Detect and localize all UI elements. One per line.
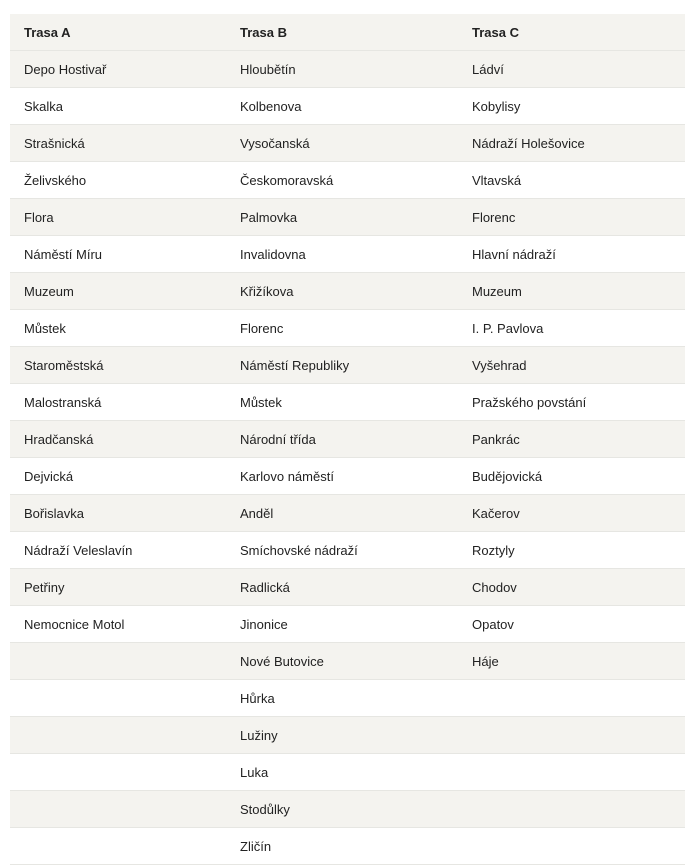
trasa-c-station: Háje	[458, 643, 685, 680]
trasa-a-station: Náměstí Míru	[10, 236, 226, 273]
trasa-a-station	[10, 754, 226, 791]
trasa-c-station: Ládví	[458, 51, 685, 88]
column-header-trasa-c: Trasa C	[458, 14, 685, 51]
trasa-a-station: Skalka	[10, 88, 226, 125]
trasa-a-station	[10, 828, 226, 865]
trasa-c-station: Vltavská	[458, 162, 685, 199]
trasa-c-station: Hlavní nádraží	[458, 236, 685, 273]
table-row	[10, 606, 685, 643]
table-row	[10, 791, 685, 828]
table-row	[10, 199, 685, 236]
trasa-b-station: Florenc	[226, 310, 458, 347]
trasa-a-station	[10, 717, 226, 754]
trasa-a-station: Nádraží Veleslavín	[10, 532, 226, 569]
trasa-a-station	[10, 791, 226, 828]
column-header-trasa-a: Trasa A	[10, 14, 226, 51]
trasa-c-station: Kačerov	[458, 495, 685, 532]
trasa-b-station: Jinonice	[226, 606, 458, 643]
trasa-b-station: Českomoravská	[226, 162, 458, 199]
table-row	[10, 162, 685, 199]
trasa-b-station: Invalidovna	[226, 236, 458, 273]
trasa-a-station: Staroměstská	[10, 347, 226, 384]
trasa-b-station: Náměstí Republiky	[226, 347, 458, 384]
trasa-a-station: Malostranská	[10, 384, 226, 421]
trasa-b-station: Luka	[226, 754, 458, 791]
trasa-c-station: Opatov	[458, 606, 685, 643]
trasa-c-station: Pankrác	[458, 421, 685, 458]
trasa-c-station	[458, 717, 685, 754]
trasa-b-station: Vysočanská	[226, 125, 458, 162]
trasa-b-station: Kolbenova	[226, 88, 458, 125]
trasa-b-station: Křižíkova	[226, 273, 458, 310]
table-row	[10, 643, 685, 680]
table-row	[10, 680, 685, 717]
trasa-c-station: I. P. Pavlova	[458, 310, 685, 347]
trasa-c-station: Florenc	[458, 199, 685, 236]
trasa-b-station: Stodůlky	[226, 791, 458, 828]
metro-lines-table-container	[10, 14, 685, 865]
table-body	[10, 51, 685, 865]
table-row	[10, 310, 685, 347]
table-row	[10, 754, 685, 791]
trasa-c-station: Roztyly	[458, 532, 685, 569]
trasa-b-station: Hůrka	[226, 680, 458, 717]
table-row	[10, 421, 685, 458]
table-row	[10, 495, 685, 532]
table-row	[10, 88, 685, 125]
trasa-c-station	[458, 754, 685, 791]
trasa-c-station: Pražského povstání	[458, 384, 685, 421]
trasa-c-station	[458, 791, 685, 828]
trasa-c-station: Muzeum	[458, 273, 685, 310]
trasa-c-station: Vyšehrad	[458, 347, 685, 384]
table-row	[10, 532, 685, 569]
table-row	[10, 273, 685, 310]
trasa-b-station: Lužiny	[226, 717, 458, 754]
table-row	[10, 236, 685, 273]
trasa-a-station: Želivského	[10, 162, 226, 199]
trasa-b-station: Palmovka	[226, 199, 458, 236]
header-row	[10, 14, 685, 51]
trasa-a-station: Hradčanská	[10, 421, 226, 458]
trasa-b-station: Radlická	[226, 569, 458, 606]
trasa-b-station: Smíchovské nádraží	[226, 532, 458, 569]
trasa-b-station: Karlovo náměstí	[226, 458, 458, 495]
trasa-a-station: Muzeum	[10, 273, 226, 310]
trasa-a-station: Flora	[10, 199, 226, 236]
table-row	[10, 569, 685, 606]
trasa-a-station: Strašnická	[10, 125, 226, 162]
trasa-b-station: Zličín	[226, 828, 458, 865]
trasa-b-station: Hloubětín	[226, 51, 458, 88]
trasa-c-station: Chodov	[458, 569, 685, 606]
trasa-a-station	[10, 643, 226, 680]
trasa-c-station: Budějovická	[458, 458, 685, 495]
table-header	[10, 14, 685, 51]
table-row	[10, 828, 685, 865]
column-header-trasa-b: Trasa B	[226, 14, 458, 51]
table-row	[10, 384, 685, 421]
trasa-a-station: Bořislavka	[10, 495, 226, 532]
trasa-a-station: Petřiny	[10, 569, 226, 606]
trasa-c-station	[458, 828, 685, 865]
trasa-a-station: Depo Hostivař	[10, 51, 226, 88]
trasa-b-station: Nové Butovice	[226, 643, 458, 680]
table-row	[10, 125, 685, 162]
table-row	[10, 347, 685, 384]
trasa-c-station: Kobylisy	[458, 88, 685, 125]
trasa-b-station: Můstek	[226, 384, 458, 421]
trasa-a-station: Nemocnice Motol	[10, 606, 226, 643]
trasa-c-station	[458, 680, 685, 717]
table-row	[10, 717, 685, 754]
trasa-a-station: Dejvická	[10, 458, 226, 495]
metro-lines-table	[10, 14, 685, 865]
trasa-b-station: Národní třída	[226, 421, 458, 458]
trasa-a-station: Můstek	[10, 310, 226, 347]
trasa-a-station	[10, 680, 226, 717]
table-row	[10, 51, 685, 88]
trasa-b-station: Anděl	[226, 495, 458, 532]
table-row	[10, 458, 685, 495]
trasa-c-station: Nádraží Holešovice	[458, 125, 685, 162]
